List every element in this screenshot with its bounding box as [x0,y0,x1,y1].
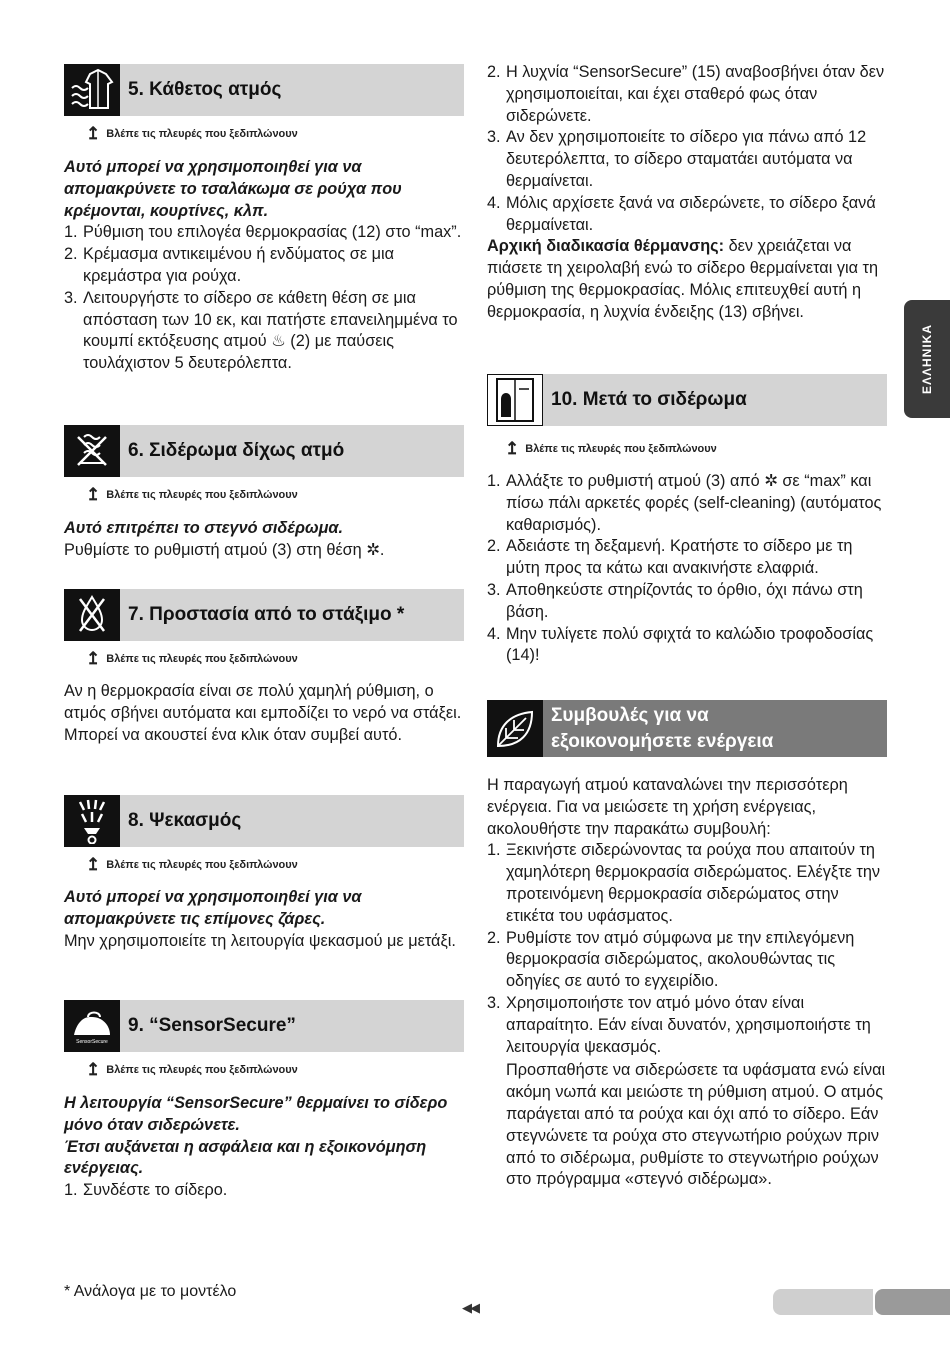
page-tab-dark [875,1289,950,1315]
energy-list [487,840,887,1058]
section-10-list [487,471,887,667]
section-9-header [64,1000,464,1052]
section-5-intro: Αυτό μπορεί να χρησιμοποιηθεί για να απομακρύνετε το τσαλάκωμα σε ρούχα που κρέμονται, κουρτίνες, κλπ. [64,158,402,220]
list-item: 2. Αδειάστε τη δεξαμενή. Κρατήστε το σίδερο με τη μύτη προς τα κάτω και ανακινήστε ελαφριά. [487,537,853,578]
section-9-continued [487,62,887,324]
anti-drip-icon [64,589,120,641]
list-item: 4. Μόλις αρχίσετε ξανά να σιδερώνετε, το σίδερο ξανά θερμαίνεται. [487,193,876,234]
section-8-text: Μην χρησιμοποιείτε τη λειτουργία ψεκασμού με μετάξι. [64,931,456,950]
section-5-list [64,222,464,375]
section-8-header [64,795,464,847]
footnote: * Ανάλογα με το μοντέλο [64,1283,237,1300]
energy-extra: Προσπαθήστε να σιδερώσετε τα υφάσματα ενώ είναι ακόμη νωπά και μειώστε τη ρύθμιση ατμού. Ο ατμός παράγεται από τα ρούχα και όχι από το σίδερο. Εάν στεγνώνετε τα ρούχα στο στεγνωτήριο ρούχων πριν από το σιδέρωμα, ρυθμίστε το στεγνωτήριο ρούχων στο πρόγραμμα «στεγνό σιδέρωμα». [506,1061,886,1189]
language-tab: ΕΛΛΗΝΙΚΑ [904,300,950,418]
spray-icon [64,795,120,847]
no-steam-icon [64,425,120,477]
section-7-body [64,681,464,746]
storage-cabinet-icon [487,374,543,426]
fold-arrow-icon: ↥ [505,439,520,458]
fold-arrow-icon: ↥ [86,649,101,668]
foldout-hint: ↥ Βλέπε τις πλευρές που ξεδιπλώνουν [505,439,717,458]
section-9-intro-2: Έτσι αυξάνεται η ασφάλεια και η εξοικονόμηση ενέργειας. [64,1137,427,1178]
list-item: 1. Συνδέστε το σίδερο. [64,1181,228,1200]
list-item: 1. Ρύθμιση του επιλογέα θερμοκρασίας (12) στο “max”. [64,223,462,242]
list-item: 2. Ρυθμίστε τον ατμό σύμφωνα με την επιλεγόμενη θερμοκρασία σιδερώματος, ακολουθώντας τις οδηγίες σε αυτό το εγχειρίδιο. [487,928,855,991]
section-5-header [64,64,464,116]
section-9-intro-1: Η λειτουργία “SensorSecure” θερμαίνει το σίδερο μόνο όταν σιδερώνετε. [64,1094,448,1134]
foldout-hint: ↥ Βλέπε τις πλευρές που ξεδιπλώνουν [86,1060,298,1079]
leaf-icon [487,700,543,757]
page-tab-light [773,1289,873,1315]
section-9-body [64,1093,464,1202]
section-6-intro: Αυτό επιτρέπει το στεγνό σιδέρωμα. [64,519,344,537]
list-item: 1. Ξεκινήστε σιδερώνοντας τα ρούχα που απαιτούν τη χαμηλότερη θερμοκρασία σιδερώματος. Ελέγξτε την προτεινόμενη θερμοκρασία σιδερώματος στην ετικέτα του υφάσματος. [487,841,881,925]
fold-arrow-icon: ↥ [86,485,101,504]
section-6-text: Ρυθμίστε το ρυθμιστή ατμού (3) στη θέση ✲. [64,540,385,559]
fold-arrow-icon: ↥ [86,124,101,143]
section-5-title: 5. Κάθετος ατμός [120,64,464,116]
foldout-hint: ↥ Βλέπε τις πλευρές που ξεδιπλώνουν [86,649,298,668]
fold-arrow-icon: ↥ [86,1060,101,1079]
section-7-header [64,589,464,641]
foldout-hint: ↥ Βλέπε τις πλευρές που ξεδιπλώνουν [86,855,298,874]
section-8-body [64,887,464,952]
section-8-title: 8. Ψεκασμός [120,795,464,847]
sensorsecure-icon: SensorSecure [64,1000,120,1052]
heat-up-paragraph: Αρχική διαδικασία θέρμανσης: δεν χρειάζεται να πιάσετε τη χειρολαβή ενώ το σίδερο θερμαίνεται για τη ρύθμιση της θερμοκρασίας. Μόλις επιτευχθεί αυτή η θερμοκρασία, η λυχνία ένδειξης (13) σβήνει. [487,237,879,321]
section-6-body [64,518,464,562]
section-10-header [487,374,887,426]
list-item: 3. Λειτουργήστε το σίδερο σε κάθετη θέση σε μια απόσταση των 10 εκ, και πατήστε επανειλημμένα το κουμπί εκτόξευσης ατμού ♨ (2) με παύσεις τουλάχιστον 5 δευτερόλεπτα. [64,288,458,373]
list-item: 3. Αποθηκεύστε στηρίζοντάς το όρθιο, όχι πάνω στη βάση. [487,580,863,621]
section-9-title: 9. “SensorSecure” [120,1000,464,1052]
energy-tips-title: Συμβουλές για να εξοικονομήσετε ενέργεια [543,700,887,757]
foldout-hint: ↥ Βλέπε τις πλευρές που ξεδιπλώνουν [86,485,298,504]
list-item: 2. Κρέμασμα αντικειμένου ή ενδύματος σε μια κρεμάστρα για ρούχα. [64,245,395,285]
section-9-list-start [64,1180,464,1202]
section-6-title: 6. Σιδέρωμα δίχως ατμό [120,425,464,477]
section-10-title: 10. Μετά το σιδέρωμα [543,374,887,426]
list-item: 2. Η λυχνία “SensorSecure” (15) αναβοσβήνει όταν δεν χρησιμοποιείται, και έχει σταθερό φως όταν σιδερώνετε. [487,63,885,125]
list-item: 3. Αν δεν χρησιμοποιείτε το σίδερο για πάνω από 12 δευτερόλεπτα, το σίδερο σταματάει αυτόματα να θερμαίνεται. [487,128,867,190]
list-item: 4. Μην τυλίγετε πολύ σφιχτά το καλώδιο τροφοδοσίας (14)! [487,624,874,665]
list-item: 3. Χρησιμοποιήστε τον ατμό μόνο όταν είναι απαραίτητο. Εάν είναι δυνατόν, χρησιμοποιήστε τη λειτουργία ψεκασμός. [487,993,871,1056]
section-9-list-cont [487,62,887,236]
section-10-body [487,471,887,667]
nav-arrows-icon[interactable]: ◀◀ [462,1300,478,1315]
foldout-hint: ↥ Βλέπε τις πλευρές που ξεδιπλώνουν [86,124,298,143]
list-item: 1. Αλλάξτε το ρυθμιστή ατμού (3) από ✲ σε “max” και πίσω πάλι αρκετές φορές (self-cleaning) (αυτόματος καθαρισμός). [487,472,882,534]
energy-tips-body [487,775,887,1191]
energy-tips-header [487,700,887,757]
section-7-p1: Αν η θερμοκρασία είναι σε πολύ χαμηλή ρύθμιση, ο ατμός σβήνει αυτόματα και εμποδίζει το νερό να στάξει. [64,682,462,722]
section-7-p2: Μπορεί να ακουστεί ένα κλικ όταν συμβεί αυτό. [64,725,402,744]
vertical-steam-icon [64,64,120,116]
section-6-header [64,425,464,477]
section-5-body [64,157,464,375]
fold-arrow-icon: ↥ [86,855,101,874]
section-8-intro: Αυτό μπορεί να χρησιμοποιηθεί για να απομακρύνετε τις επίμονες ζάρες. [64,888,362,928]
energy-intro: Η παραγωγή ατμού καταναλώνει την περισσότερη ενέργεια. Για να μειώσετε τη χρήση ενέργειας, ακολουθήστε την παρακάτω συμβουλή: [487,776,848,838]
section-7-title: 7. Προστασία από το στάξιμο * [120,589,464,641]
